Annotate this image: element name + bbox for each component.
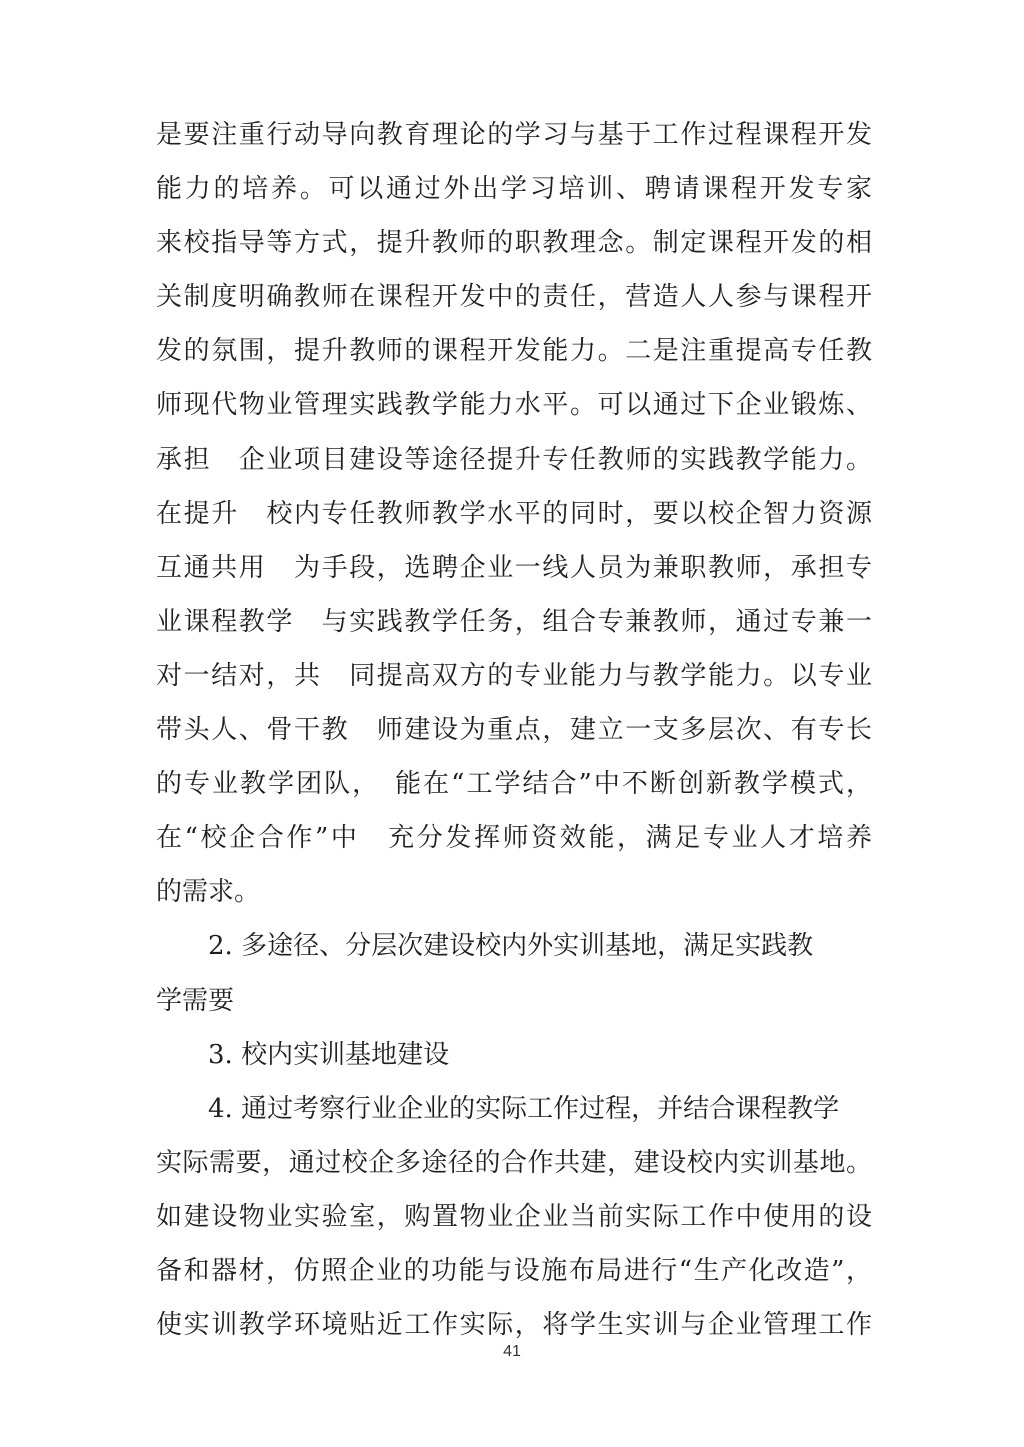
text-line: 在提升 校内专任教师教学水平的同时，要以校企智力资源 [156, 498, 872, 529]
text-line: 4. 通过考察行业企业的实际工作过程，并结合课程教学 [208, 1093, 840, 1124]
text-line: 在“校企合作”中 充分发挥师资效能，满足专业人才培养 [156, 823, 872, 854]
text-line: 2. 多途径、分层次建设校内外实训基地，满足实践教 [208, 931, 814, 962]
text-line: 备和器材，仿照企业的功能与设施布局进行“生产化改造”， [156, 1255, 872, 1286]
text-line: 承担 企业项目建设等途径提升专任教师的实践教学能力。 [156, 444, 872, 475]
text-line: 是要注重行动导向教育理论的学习与基于工作过程课程开发 [156, 120, 872, 150]
text-line: 实际需要，通过校企多途径的合作共建，建设校内实训基地。 [156, 1147, 872, 1178]
text-line: 学需要 [156, 985, 235, 1016]
text-line: 能力的培养。可以通过外出学习培训、聘请课程开发专家 [156, 174, 872, 205]
text-line: 互通共用 为手段，选聘企业一线人员为兼职教师，承担专 [156, 552, 872, 583]
text-line: 的需求。 [156, 877, 261, 908]
text-line: 使实训教学环境贴近工作实际，将学生实训与企业管理工作 [156, 1310, 872, 1341]
text-line: 关制度明确教师在课程开发中的责任，营造人人参与课程开 [156, 282, 872, 313]
text-line: 3. 校内实训基地建设 [208, 1039, 450, 1070]
text-line: 师现代物业管理实践教学能力水平。可以通过下企业锻炼、 [156, 390, 872, 421]
text-line: 的专业教学团队， 能在“工学结合”中不断创新教学模式， [156, 769, 872, 800]
text-line: 来校指导等方式，提升教师的职教理念。制定课程开发的相 [156, 228, 872, 259]
text-line: 对一结对，共 同提高双方的专业能力与教学能力。以专业 [156, 660, 872, 691]
text-body [156, 108, 872, 1352]
text-line: 如建设物业实验室，购置物业企业当前实际工作中使用的设 [156, 1201, 872, 1232]
page-number: 41 [503, 1343, 521, 1360]
text-line: 发的氛围，提升教师的课程开发能力。二是注重提高专任教 [156, 336, 872, 367]
text-line: 带头人、骨干教 师建设为重点，建立一支多层次、有专长 [156, 715, 872, 746]
text-line: 业课程教学 与实践教学任务，组合专兼教师，通过专兼一 [156, 606, 872, 637]
